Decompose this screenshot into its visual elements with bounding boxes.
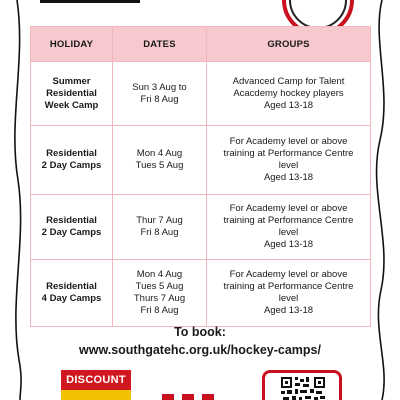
date-text: Fri 8 Aug (140, 305, 179, 316)
header-holiday: HOLIDAY (31, 27, 113, 62)
dates-cell (113, 260, 207, 327)
holiday-text: Residential (46, 87, 97, 99)
date-text: Thurs 7 Aug (133, 293, 186, 304)
bar-shape (202, 394, 214, 400)
group-text: For Academy level or above (229, 269, 348, 280)
holiday-text: Residential (46, 281, 97, 292)
holiday-text: 2 Day Camps (41, 160, 102, 171)
date-text: Tues 5 Aug (135, 160, 184, 171)
date-text: Fri 8 Aug (140, 227, 179, 238)
dates-cell (113, 195, 207, 260)
date-text: Mon 4 Aug (136, 148, 183, 159)
dates-cell (113, 62, 207, 126)
holiday-cell (31, 195, 113, 260)
holiday-cell (31, 62, 113, 126)
group-text: training at Performance Centre (223, 148, 354, 159)
table-row (31, 260, 371, 327)
group-text: Acacdemy hockey players (233, 87, 344, 99)
dates-cell (113, 126, 207, 195)
bar-shape (162, 394, 174, 400)
groups-cell (207, 260, 371, 327)
discount-badge (61, 370, 131, 400)
group-text: Aged 13-18 (263, 172, 314, 183)
groups-cell (207, 126, 371, 195)
date-text: Fri 8 Aug (140, 93, 179, 105)
header-groups: GROUPS (207, 27, 371, 62)
group-text: Aged 13-18 (263, 305, 314, 316)
bar-shape (182, 394, 194, 400)
holiday-text: Summer (52, 75, 91, 87)
group-text: Advanced Camp for Talent (232, 75, 345, 87)
booking-title: To book: (174, 325, 226, 339)
date-text: Thur 7 Aug (136, 215, 183, 226)
holiday-text: Residential (46, 215, 97, 226)
table-row (31, 195, 371, 260)
qr-code[interactable] (262, 370, 342, 400)
date-text: Mon 4 Aug (136, 269, 183, 280)
groups-cell (207, 62, 371, 126)
holiday-text: Residential (46, 148, 97, 159)
date-text: Sun 3 Aug to (132, 81, 187, 93)
holiday-text: 2 Day Camps (41, 227, 102, 238)
header-dates: DATES (113, 27, 207, 62)
group-text: training at Performance Centre (223, 215, 354, 226)
group-text: level (278, 293, 299, 304)
group-text: For Academy level or above (229, 136, 348, 147)
discount-label: DISCOUNT (61, 370, 131, 390)
holiday-cell (31, 126, 113, 195)
group-text: level (278, 227, 299, 238)
table-header-row (31, 27, 371, 62)
table-row (31, 62, 371, 126)
group-text: For Academy level or above (229, 203, 348, 214)
table-row (31, 126, 371, 195)
groups-cell (207, 195, 371, 260)
group-text: Aged 13-18 (263, 99, 314, 111)
decorative-bars (162, 394, 224, 400)
date-text: Tues 5 Aug (135, 281, 184, 292)
group-text: level (278, 160, 299, 171)
camps-table (30, 26, 371, 327)
group-text: training at Performance Centre (223, 281, 354, 292)
holiday-text: 4 Day Camps (41, 293, 102, 304)
group-text: Aged 13-18 (263, 239, 314, 250)
qr-code-icon (281, 377, 325, 400)
booking-url-link[interactable]: www.southgatehc.org.uk/hockey-camps/ (79, 343, 321, 357)
holiday-text: Week Camp (44, 99, 99, 111)
holiday-cell (31, 260, 113, 327)
